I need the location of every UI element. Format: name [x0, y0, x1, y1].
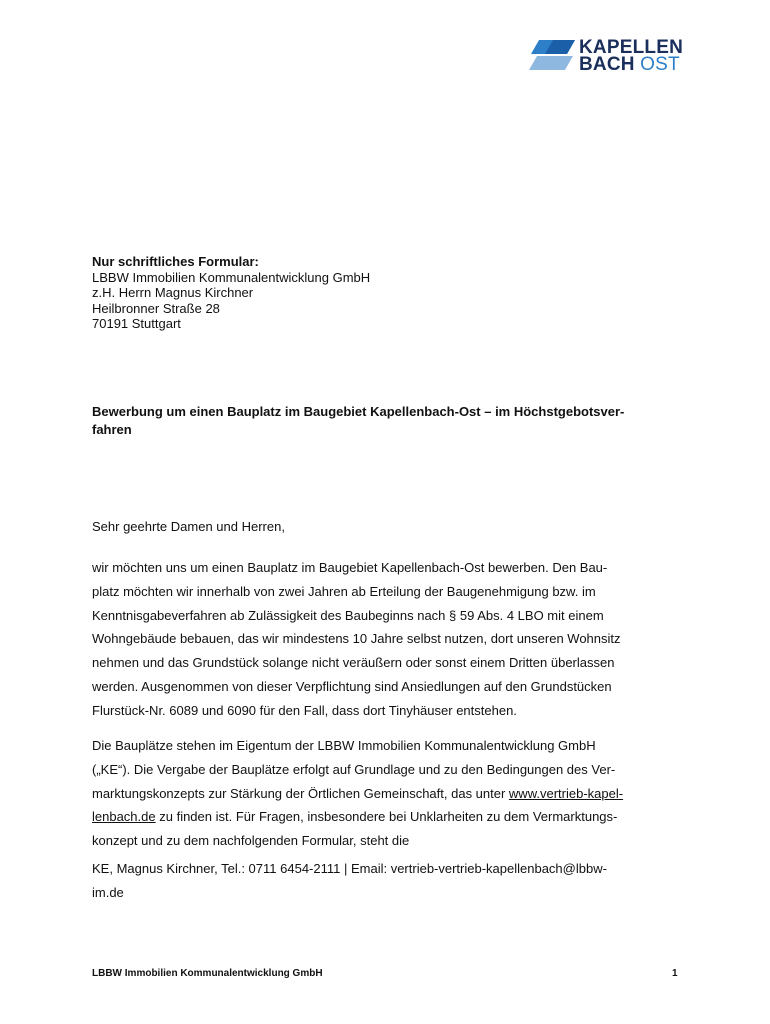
- paragraph-line: Kenntnisgabeverfahren ab Zulässigkeit des Baubeginns nach § 59 Abs. 4 LBO mit einem: [92, 607, 604, 623]
- paragraph-text: zu finden ist. Für Fragen, insbesondere bei Unklarheiten zu dem Vermarktungs-: [155, 809, 618, 825]
- address-company: LBBW Immobilien Kommunalentwicklung GmbH: [92, 269, 371, 285]
- paragraph-line: Die Bauplätze stehen im Eigentum der LBBW Immobilien Kommunalentwicklung GmbH: [92, 738, 596, 753]
- logo-text-bach-ost: [579, 56, 680, 74]
- paragraph-line: im.de: [92, 884, 124, 900]
- paragraph-line: („KE“). Die Vergabe der Bauplätze erfolgt auf Grundlage und zu den Bedingungen des Ver-: [92, 761, 616, 777]
- paragraph-line: [92, 805, 692, 829]
- paragraph-line: werden. Ausgenommen von dieser Verpflichtung sind Ansiedlungen auf den Grundstücken: [92, 678, 612, 694]
- logo-text-ost: OST: [640, 54, 680, 75]
- paragraph-commitment: [92, 556, 692, 723]
- address-city: 70191 Stuttgart: [92, 316, 181, 331]
- salutation: Sehr geehrte Damen und Herren,: [92, 519, 285, 534]
- paragraph-line: nehmen und das Grundstück solange nicht veräußern oder sonst einem Dritten überlassen: [92, 655, 615, 671]
- paragraph-ownership: [92, 734, 692, 853]
- paragraph-text: marktungskonzepts zur Stärkung der Örtlichen Gemeinschaft, das unter: [92, 785, 509, 801]
- paragraph-line: [92, 782, 692, 806]
- website-link[interactable]: lenbach.de: [92, 809, 156, 825]
- paragraph-contact: [92, 857, 692, 905]
- paragraph-line: KE, Magnus Kirchner, Tel.: 0711 6454-2111 | Email: vertrieb-vertrieb-kapellenbach@lbbw-: [92, 861, 607, 876]
- address-heading: Nur schriftliches Formular:: [92, 254, 259, 269]
- page-number: 1: [672, 968, 678, 979]
- kapellenbach-ost-logo: [529, 38, 689, 74]
- paragraph-line: platz möchten wir innerhalb von zwei Jahren ab Erteilung der Baugenehmigung bzw. im: [92, 583, 596, 599]
- paragraph-line: Wohngebäude bebauen, das wir mindestens 10 Jahre selbst nutzen, dort unseren Wohnsitz: [92, 631, 621, 647]
- address-street: Heilbronner Straße 28: [92, 300, 220, 316]
- footer-company: LBBW Immobilien Kommunalentwicklung GmbH: [92, 968, 323, 979]
- letter-subject: [92, 403, 682, 439]
- subject-line: Bewerbung um einen Bauplatz im Baugebiet Kapellenbach-Ost – im Höchstgebotsver-: [92, 404, 625, 419]
- logo-mark-icon: [529, 38, 577, 72]
- logo-text-kapellen: KAPELLEN: [579, 37, 683, 58]
- logo-text-bach: BACH: [579, 54, 635, 75]
- address-contact: z.H. Herrn Magnus Kirchner: [92, 285, 254, 300]
- paragraph-line: konzept und zu dem nachfolgenden Formular, steht die: [92, 833, 410, 849]
- website-link[interactable]: www.vertrieb-kapel-: [508, 785, 624, 801]
- recipient-address-block: [92, 254, 370, 332]
- subject-line: fahren: [92, 422, 132, 437]
- paragraph-line: wir möchten uns um einen Bauplatz im Baugebiet Kapellenbach-Ost bewerben. Den Bau-: [92, 560, 608, 575]
- paragraph-line: Flurstück-Nr. 6089 und 6090 für den Fall, dass dort Tinyhäuser entstehen.: [92, 702, 517, 718]
